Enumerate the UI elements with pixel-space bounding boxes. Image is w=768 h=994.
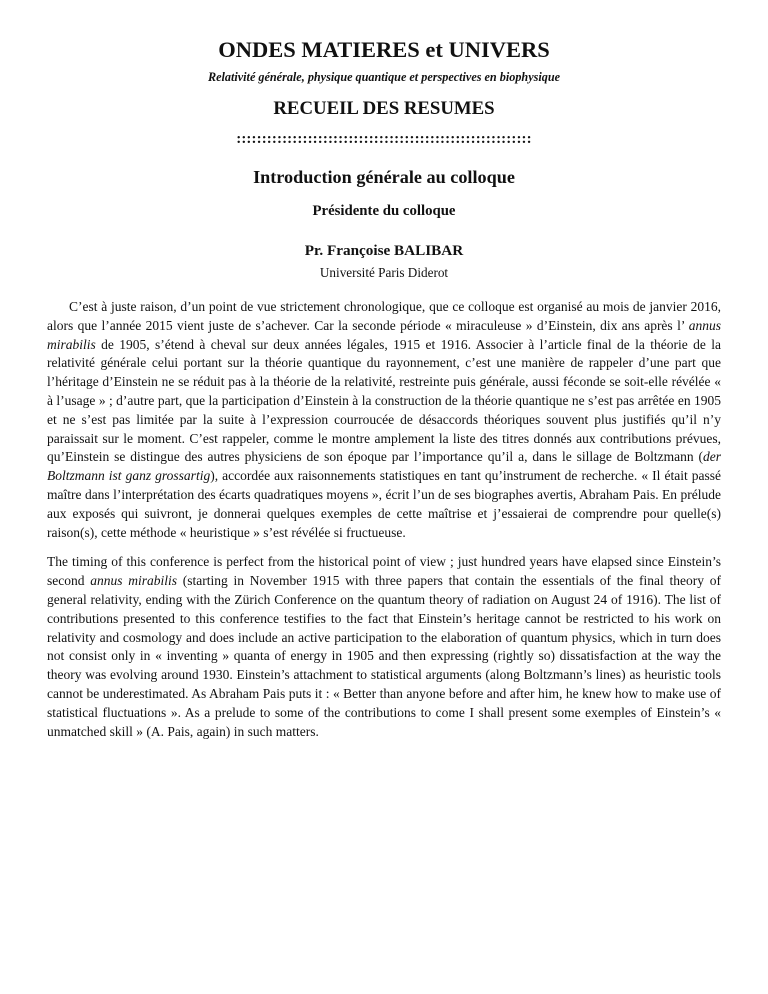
author-affiliation: Université Paris Diderot (319, 265, 449, 280)
abstract-french-part-1: C’est à juste raison, d’un point de vue strictement chronologique, que ce colloque est organisé au mois de janvier 2016, alors que l’année 2015 vient juste de s’achever. Car la seconde période « miraculeuse » d’Einstein, dix ans après l’ (47, 299, 721, 333)
abstract-french-emphasis-2: der Boltzmann ist ganz grossartig (47, 449, 721, 484)
document-subtitle: Relativité générale, physique quantique et perspectives en biophysique (207, 70, 561, 84)
abstract-french-part-2: de 1905, s’étend à cheval sur deux années légales, 1915 et 1916. Associer à l’article final de la théorie de la relativité générale celui portant sur la théorie quantique du rayonnement, c’est une manière de rappeler d’une part que l’héritage d’Einstein ne se réduit pas à la théorie de la relativité, restreinte puis générale, aussi féconde se soit-elle révélée « à l’usage » ; d’autre part, que la participation d’Einstein à la construction de la théorie quantique ne s’est pas arrêtée en 1905 et ne s’est pas limitée par la suite à l’expression courroucée de désaccords théoriques souvent plus justifiés qu’il n’y paraissait sur le moment. C’est rappeler, comme le montre amplement la liste des titres donnés aux contributions prévues, qu’Einstein se distingue des autres physiciens de son époque par l’importance qu’il a, dans le sillage de Boltzmann ( (47, 336, 721, 465)
section-title: Introduction générale au colloque (253, 167, 515, 187)
document-title: ONDES MATIERES et UNIVERS (218, 37, 550, 62)
author-name: Pr. Françoise BALIBAR (304, 242, 464, 259)
separator-line: :::::::::::::::::::::::::::::::::::::::::::::::::::::::::: (236, 131, 532, 147)
author-role: Présidente du colloque (312, 203, 456, 219)
abstract-english-part-2: (starting in November 1915 with three papers that contain the essentials of the final theory of general relativity, ending with the Zürich Conference on the quantum theory of radiation on August 24 of 1916). The list of contributions presented to this conference testifies to the fact that Einstein’s heritage cannot be restricted to his work on relativity and cosmology and does include an active participation to the elaboration of quantum physics, which in turn does not consist only in « inventing » quanta of energy in 1905 and then expressing (rightly so) dissatisfaction at the way the theory was evolving around 1930. Einstein’s attachment to statistical arguments (along Boltzmann’s lines) as heuristic tools cannot be underestimated. As Abraham Pais puts it : « Better than anyone before and after him, he knew how to make use of statistical fluctuations ». As a prelude to some of the contributions to come I shall present some exemples of Einstein’s « unmatched skill » (A. Pais, again) in such matters. (47, 573, 721, 739)
collection-heading: RECUEIL DES RESUMES (273, 98, 495, 119)
abstract-french (47, 298, 721, 542)
abstract-english-emphasis-1: annus mirabilis (90, 573, 177, 589)
abstract-french-emphasis-1: annus mirabilis (47, 317, 721, 352)
abstract-french-part-3: ), accordée aux raisonnements statistiques en tant qu’instrument de recherche. « Il était passé maître dans l’interprétation des écarts quadratiques moyens », écrit l’un de ses biographes avertis, Abraham Pais. En prélude aux exposés qui suivront, je donnerai quelques exemples de cette maîtrise et j’essaierai de comprendre pour quelle(s) raison(s), cette méthode « heuristique » s’est révélée si fructueuse. (47, 468, 721, 540)
abstract-english-part-1: The timing of this conference is perfect from the historical point of view ; just hundred years have elapsed since Einstein’s second (47, 554, 721, 589)
abstract-english (47, 553, 721, 741)
